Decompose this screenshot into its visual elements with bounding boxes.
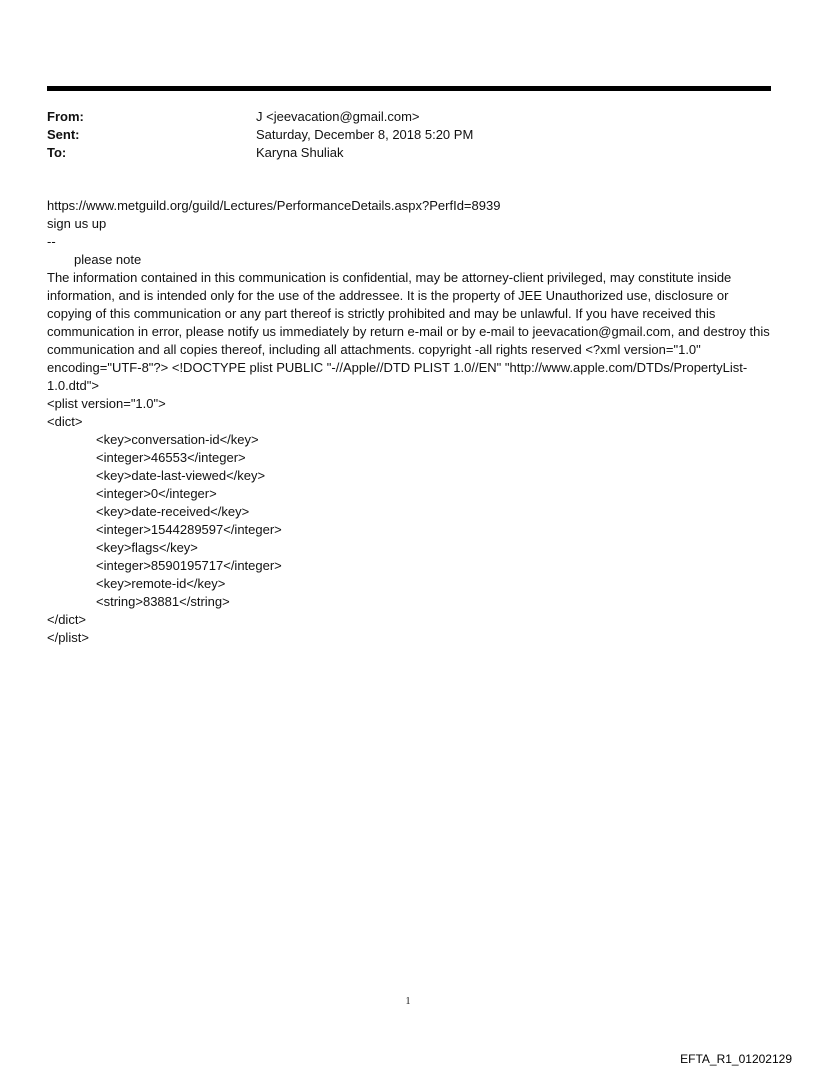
sent-row [47, 126, 771, 144]
from-label: From: [47, 109, 84, 124]
confidentiality-disclaimer: The information contained in this communication is confidential, may be attorney-client privileged, may constitute inside information, and is intended only for the use of the addressee. It is the property of JEE Unauthorized use, disclosure or copying of this communication or any part thereof is strictly prohibited and may be unlawful. If you have received this communication in error, please notify us immediately by return e-mail or by e-mail to jeevacation@gmail.com, and destroy this communication and all copies thereof, including all attachments. copyright -all rights reserved <?xml version="1.0" encoding="UTF-8"?> <!DOCTYPE plist PUBLIC "-//Apple//DTD PLIST 1.0//EN" "http://www.apple.com/DTDs/PropertyList-1.0.dtd"> [47, 270, 770, 393]
from-value: J <jeevacation@gmail.com> [256, 109, 420, 124]
dict-line: <integer>8590195717</integer> [96, 558, 282, 573]
dict-entries [47, 431, 773, 611]
dict-line: <key>date-received</key> [96, 504, 250, 519]
dict-line: <integer>0</integer> [96, 486, 217, 501]
dict-open: <dict> [47, 414, 83, 429]
to-row [47, 144, 771, 162]
body-url: https://www.metguild.org/guild/Lectures/PerformanceDetails.aspx?PerfId=8939 [47, 198, 501, 213]
email-body [47, 197, 773, 647]
dict-close: </dict> [47, 612, 87, 627]
email-header [47, 108, 771, 162]
from-row [47, 108, 771, 126]
dict-line: <key>flags</key> [96, 540, 198, 555]
dict-line: <key>conversation-id</key> [96, 432, 259, 447]
body-message: sign us up [47, 216, 107, 231]
sent-value: Saturday, December 8, 2018 5:20 PM [256, 127, 474, 142]
to-value: Karyna Shuliak [256, 145, 344, 160]
sent-label: Sent: [47, 127, 80, 142]
page-number: 1 [405, 996, 411, 1007]
dict-line: <key>date-last-viewed</key> [96, 468, 266, 483]
plist-close: </plist> [47, 630, 89, 645]
dict-line: <integer>46553</integer> [96, 450, 246, 465]
dict-line: <key>remote-id</key> [96, 576, 226, 591]
signature-separator: -- [47, 234, 56, 249]
header-rule [47, 86, 771, 91]
plist-open: <plist version="1.0"> [47, 396, 166, 411]
bates-number: EFTA_R1_01202129 [680, 1052, 792, 1066]
dict-line: <integer>1544289597</integer> [96, 522, 282, 537]
signature-note: please note [74, 252, 142, 267]
dict-line: <string>83881</string> [96, 594, 230, 609]
to-label: To: [47, 145, 67, 160]
